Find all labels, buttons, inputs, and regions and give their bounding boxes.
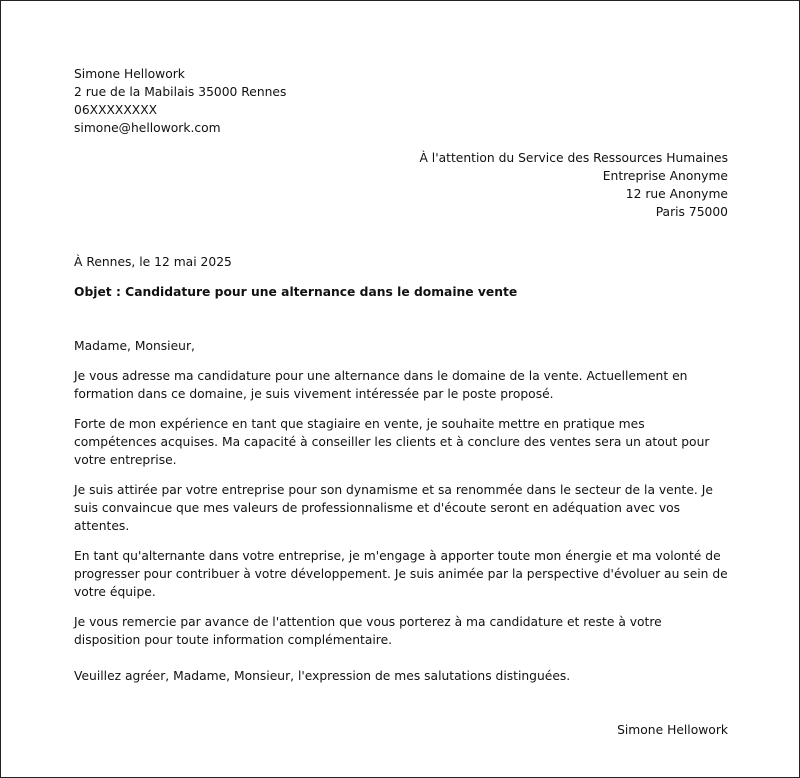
date-line: À Rennes, le 12 mai 2025 [74,255,232,269]
sender-phone: 06XXXXXXXX [74,103,158,117]
body-paragraph: Je vous remercie par avance de l'attention que vous porterez à ma candidature et reste à votre disposition pour toute information complémentaire. [74,615,662,647]
body-paragraph: Je vous adresse ma candidature pour une alternance dans le domaine de la vente. Actuellement en formation dans ce domaine, je suis vivement intéressée par le poste proposé. [74,369,688,401]
recipient-block [74,149,728,221]
body-paragraph: Je suis attirée par votre entreprise pour son dynamisme et sa renommée dans le secteur de la vente. Je suis convaincue que mes valeurs de professionnalisme et d'écoute seront en adéquation avec vos attentes. [74,483,713,533]
sender-block [74,65,728,137]
signature: Simone Hellowork [617,723,728,737]
recipient-city: Paris 75000 [655,205,728,219]
sender-address: 2 rue de la Mabilais 35000 Rennes [74,85,287,99]
salutation: Madame, Monsieur, [74,339,195,353]
subject-line: Objet : Candidature pour une alternance dans le domaine vente [74,285,518,299]
recipient-street: 12 rue Anonyme [625,187,728,201]
body-paragraph: Forte de mon expérience en tant que stagiaire en vente, je souhaite mettre en pratique mes compétences acquises. Ma capacité à conseiller les clients et à conclure des ventes sera un atout pour votre entreprise. [74,417,710,467]
recipient-company: Entreprise Anonyme [602,169,728,183]
body-paragraph: En tant qu'alternante dans votre entreprise, je m'engage à apporter toute mon énergie et ma volonté de progresser pour contribuer à votre développement. Je suis animée par la perspective d'évoluer au sein de votre équipe. [74,549,728,599]
recipient-attention: À l'attention du Service des Ressources Humaines [419,151,728,165]
closing-formula: Veuillez agréer, Madame, Monsieur, l'expression de mes salutations distinguées. [74,669,571,683]
sender-email: simone@hellowork.com [74,121,221,135]
cover-letter [74,65,728,739]
sender-name: Simone Hellowork [74,67,185,81]
